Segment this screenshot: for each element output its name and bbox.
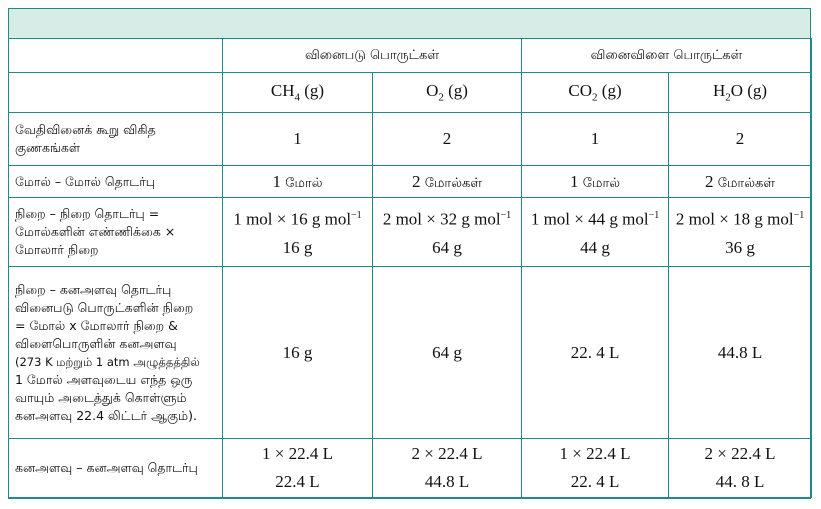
label-line: வாயும் அடைத்துக் கொள்ளும்	[15, 389, 187, 405]
label-line: = மோல் x மோலார் நிறை &	[15, 317, 178, 333]
volume-volume-label: கனஅளவு – கனஅளவு தொடர்பு	[9, 439, 223, 498]
volume-cell	[522, 439, 669, 498]
coefficient-value: 2	[373, 113, 522, 166]
species-co2: $CO_2$ (g)	[522, 73, 669, 113]
reactants-header: வினைபடு பொருட்கள்	[223, 39, 522, 73]
mass-result: 44 g	[580, 237, 610, 257]
species-h2o: $H_2O$ (g)	[669, 73, 812, 113]
mole-mole-row	[9, 166, 812, 198]
coefficient-value: 2	[669, 113, 812, 166]
mass-result: 16 g	[282, 237, 313, 257]
volume-volume-row	[9, 439, 812, 498]
species-o2: $O_2$ (g)	[373, 73, 522, 113]
label-line: 1 மோல் அளவுடைய எந்த ஒரு	[15, 371, 193, 387]
mole-value: 2 மோல்கள்	[373, 166, 522, 198]
mole-mole-label: மோல் – மோல் தொடர்பு	[9, 166, 223, 198]
volume-result: 22.4 L	[275, 472, 320, 491]
stoichiometry-table	[8, 38, 812, 498]
mass-calculation: 1 mol × 44 g mol$^{-1}$	[530, 209, 660, 229]
label-line: விளைபொருளின் கனஅளவு	[15, 335, 177, 351]
mass-cell	[522, 198, 669, 267]
mass-mass-label: நிறை – நிறை தொடர்பு = மோல்களின் எண்ணிக்கை × மோலார் நிறை	[9, 198, 223, 267]
coefficient-value: 1	[223, 113, 373, 166]
empty-corner-cell	[9, 39, 223, 73]
mass-volume-value: 44.8 L	[669, 267, 812, 439]
volume-cell	[373, 439, 522, 498]
mass-volume-row	[9, 267, 812, 439]
volume-calculation: 1 × 22.4 L	[559, 444, 631, 463]
mass-result: 36 g	[725, 237, 755, 257]
mass-volume-label	[9, 267, 223, 439]
mass-cell	[373, 198, 522, 267]
products-header: வினைவிளை பொருட்கள்	[522, 39, 812, 73]
species-ch4: $CH_4$ (g)	[223, 73, 373, 113]
coefficient-label: வேதிவினைக் கூறு விகித குணகங்கள்	[9, 113, 223, 166]
volume-result: 22. 4 L	[570, 472, 620, 491]
volume-calculation: 1 × 22.4 L	[262, 444, 333, 463]
volume-cell	[223, 439, 373, 498]
group-header-row	[9, 39, 812, 73]
label-line: கனஅளவு 22.4 லிட்டர் ஆகும்).	[15, 407, 197, 423]
volume-calculation: 2 × 22.4 L	[704, 444, 776, 463]
volume-result: 44.8 L	[424, 472, 470, 491]
volume-cell	[669, 439, 812, 498]
mass-calculation: 1 mol × 16 g mol$^{-1}$	[233, 209, 362, 229]
empty-label-cell	[9, 73, 223, 113]
mass-cell	[223, 198, 373, 267]
mass-volume-value: 22. 4 L	[522, 267, 669, 439]
label-line: (273 K மற்றும் 1 atm அழுத்தத்தில்	[15, 354, 200, 369]
label-line: வினைபடு பொருட்களின் நிறை	[15, 299, 194, 315]
label-line: நிறை – கனஅளவு தொடர்பு	[15, 281, 172, 297]
mass-calculation: 2 mol × 18 g mol$^{-1}$	[675, 209, 805, 229]
mole-value: 1 மோல்	[522, 166, 669, 198]
mass-mass-row	[9, 198, 812, 267]
coefficient-value: 1	[522, 113, 669, 166]
mass-volume-value: 16 g	[223, 267, 373, 439]
mass-calculation: 2 mol × 32 g mol$^{-1}$	[382, 209, 512, 229]
mole-value: 1 மோல்	[223, 166, 373, 198]
mass-volume-value: 64 g	[373, 267, 522, 439]
coefficient-row	[9, 113, 812, 166]
mass-cell	[669, 198, 812, 267]
mass-result: 64 g	[432, 237, 462, 257]
mole-value: 2 மோல்கள்	[669, 166, 812, 198]
species-row	[9, 73, 812, 113]
volume-calculation: 2 × 22.4 L	[411, 444, 483, 463]
volume-result: 44. 8 L	[715, 472, 765, 491]
